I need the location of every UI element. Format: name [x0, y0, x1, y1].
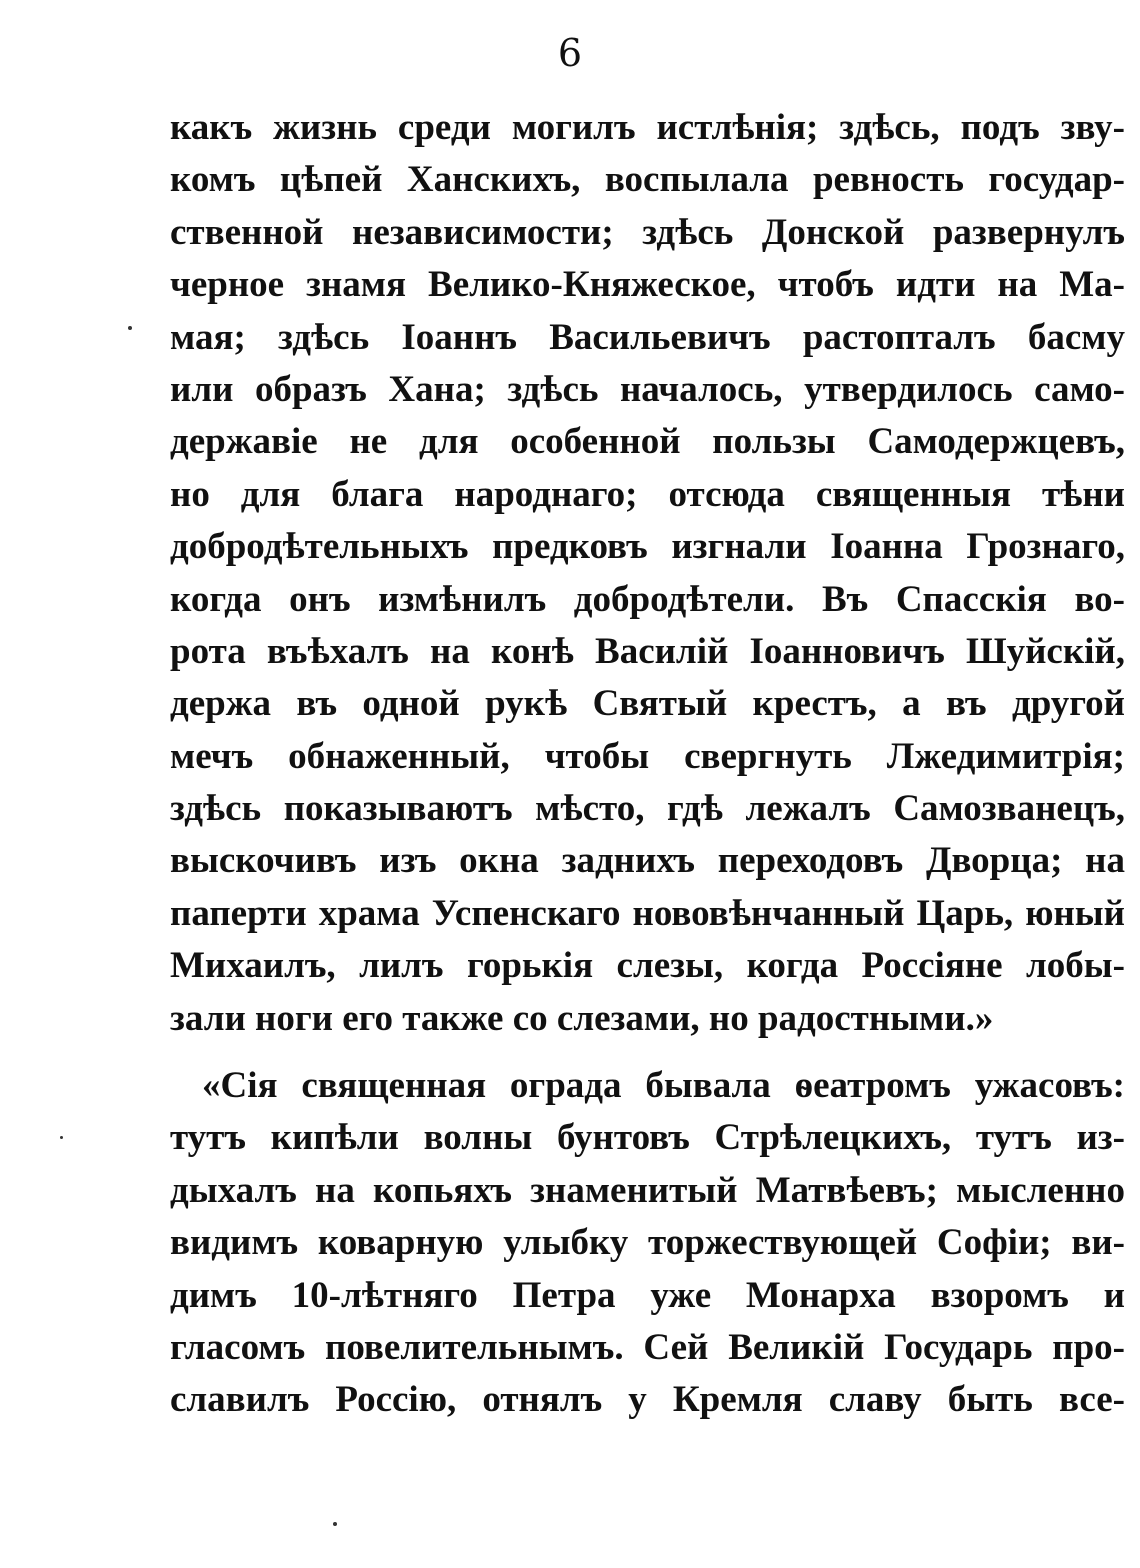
text-line: «Сія священная ограда бывала ѳеатромъ ужасовъ: — [202, 1065, 1125, 1106]
print-speck — [333, 1522, 337, 1526]
text-line: славилъ Россію, отнялъ у Кремля славу быть все- — [170, 1379, 1125, 1421]
text-line: какъ жизнь среди могилъ истлѣнія; здѣсь, подъ зву- — [170, 107, 1125, 148]
text-line: тутъ кипѣли волны бунтовъ Стрѣлецкихъ, тутъ из- — [170, 1117, 1125, 1159]
text-line: гласомъ повелительнымъ. Сей Великій Государь про- — [170, 1326, 1125, 1368]
text-line: дыхалъ на копьяхъ знаменитый Матвѣевъ; мысленно — [170, 1169, 1125, 1211]
text-line: зали ноги его также со слезами, но радостными.» — [170, 997, 994, 1039]
text-line: димъ 10-лѣтняго Петра уже Монарха взоромъ и — [170, 1274, 1125, 1316]
text-line: мая; здѣсь Іоаннъ Васильевичъ растопталъ басму — [170, 316, 1125, 358]
text-line: мечъ обнаженный, чтобы свергнуть Лжедимитрія; — [170, 735, 1125, 777]
text-line: добродѣтельныхъ предковъ изгнали Іоанна Грознаго, — [170, 526, 1125, 568]
text-line: Михаилъ, лилъ горькія слезы, когда Россіяне лобы- — [170, 945, 1125, 987]
text-line: рота въѣхалъ на конѣ Василій Іоанновичъ Шуйскій, — [170, 630, 1125, 672]
text-line: видимъ коварную улыбку торжествующей Софіи; ви- — [170, 1222, 1125, 1264]
text-line: или образъ Хана; здѣсь началось, утвердилось само- — [170, 368, 1125, 410]
page-number: 6 — [557, 31, 583, 75]
text-line: когда онъ измѣнилъ добродѣтели. Въ Спасскія во- — [170, 578, 1125, 620]
text-line: державіе не для особенной пользы Самодержцевъ, — [170, 421, 1125, 463]
text-line: держа въ одной рукѣ Святый крестъ, а въ другой — [170, 683, 1125, 725]
text-line: выскочивъ изъ окна заднихъ переходовъ Дворца; на — [170, 840, 1125, 882]
text-line: черное знамя Велико-Княжеское, чтобъ идти на Ма- — [170, 264, 1125, 306]
text-line: паперти храма Успенскаго нововѣнчанный Царь, юный — [170, 892, 1125, 934]
text-line: здѣсь показываютъ мѣсто, гдѣ лежалъ Самозванецъ, — [170, 788, 1125, 830]
paragraph-2 — [170, 1060, 1125, 1427]
print-speck — [128, 326, 132, 330]
print-speck — [60, 1136, 63, 1139]
paragraph-1 — [170, 102, 1125, 1045]
text-line: ственной независимости; здѣсь Донской развернулъ — [170, 211, 1125, 253]
text-line: но для блага народнаго; отсюда священныя тѣни — [170, 473, 1125, 515]
text-line: комъ цѣпей Ханскихъ, воспылала ревность государ- — [170, 159, 1125, 201]
